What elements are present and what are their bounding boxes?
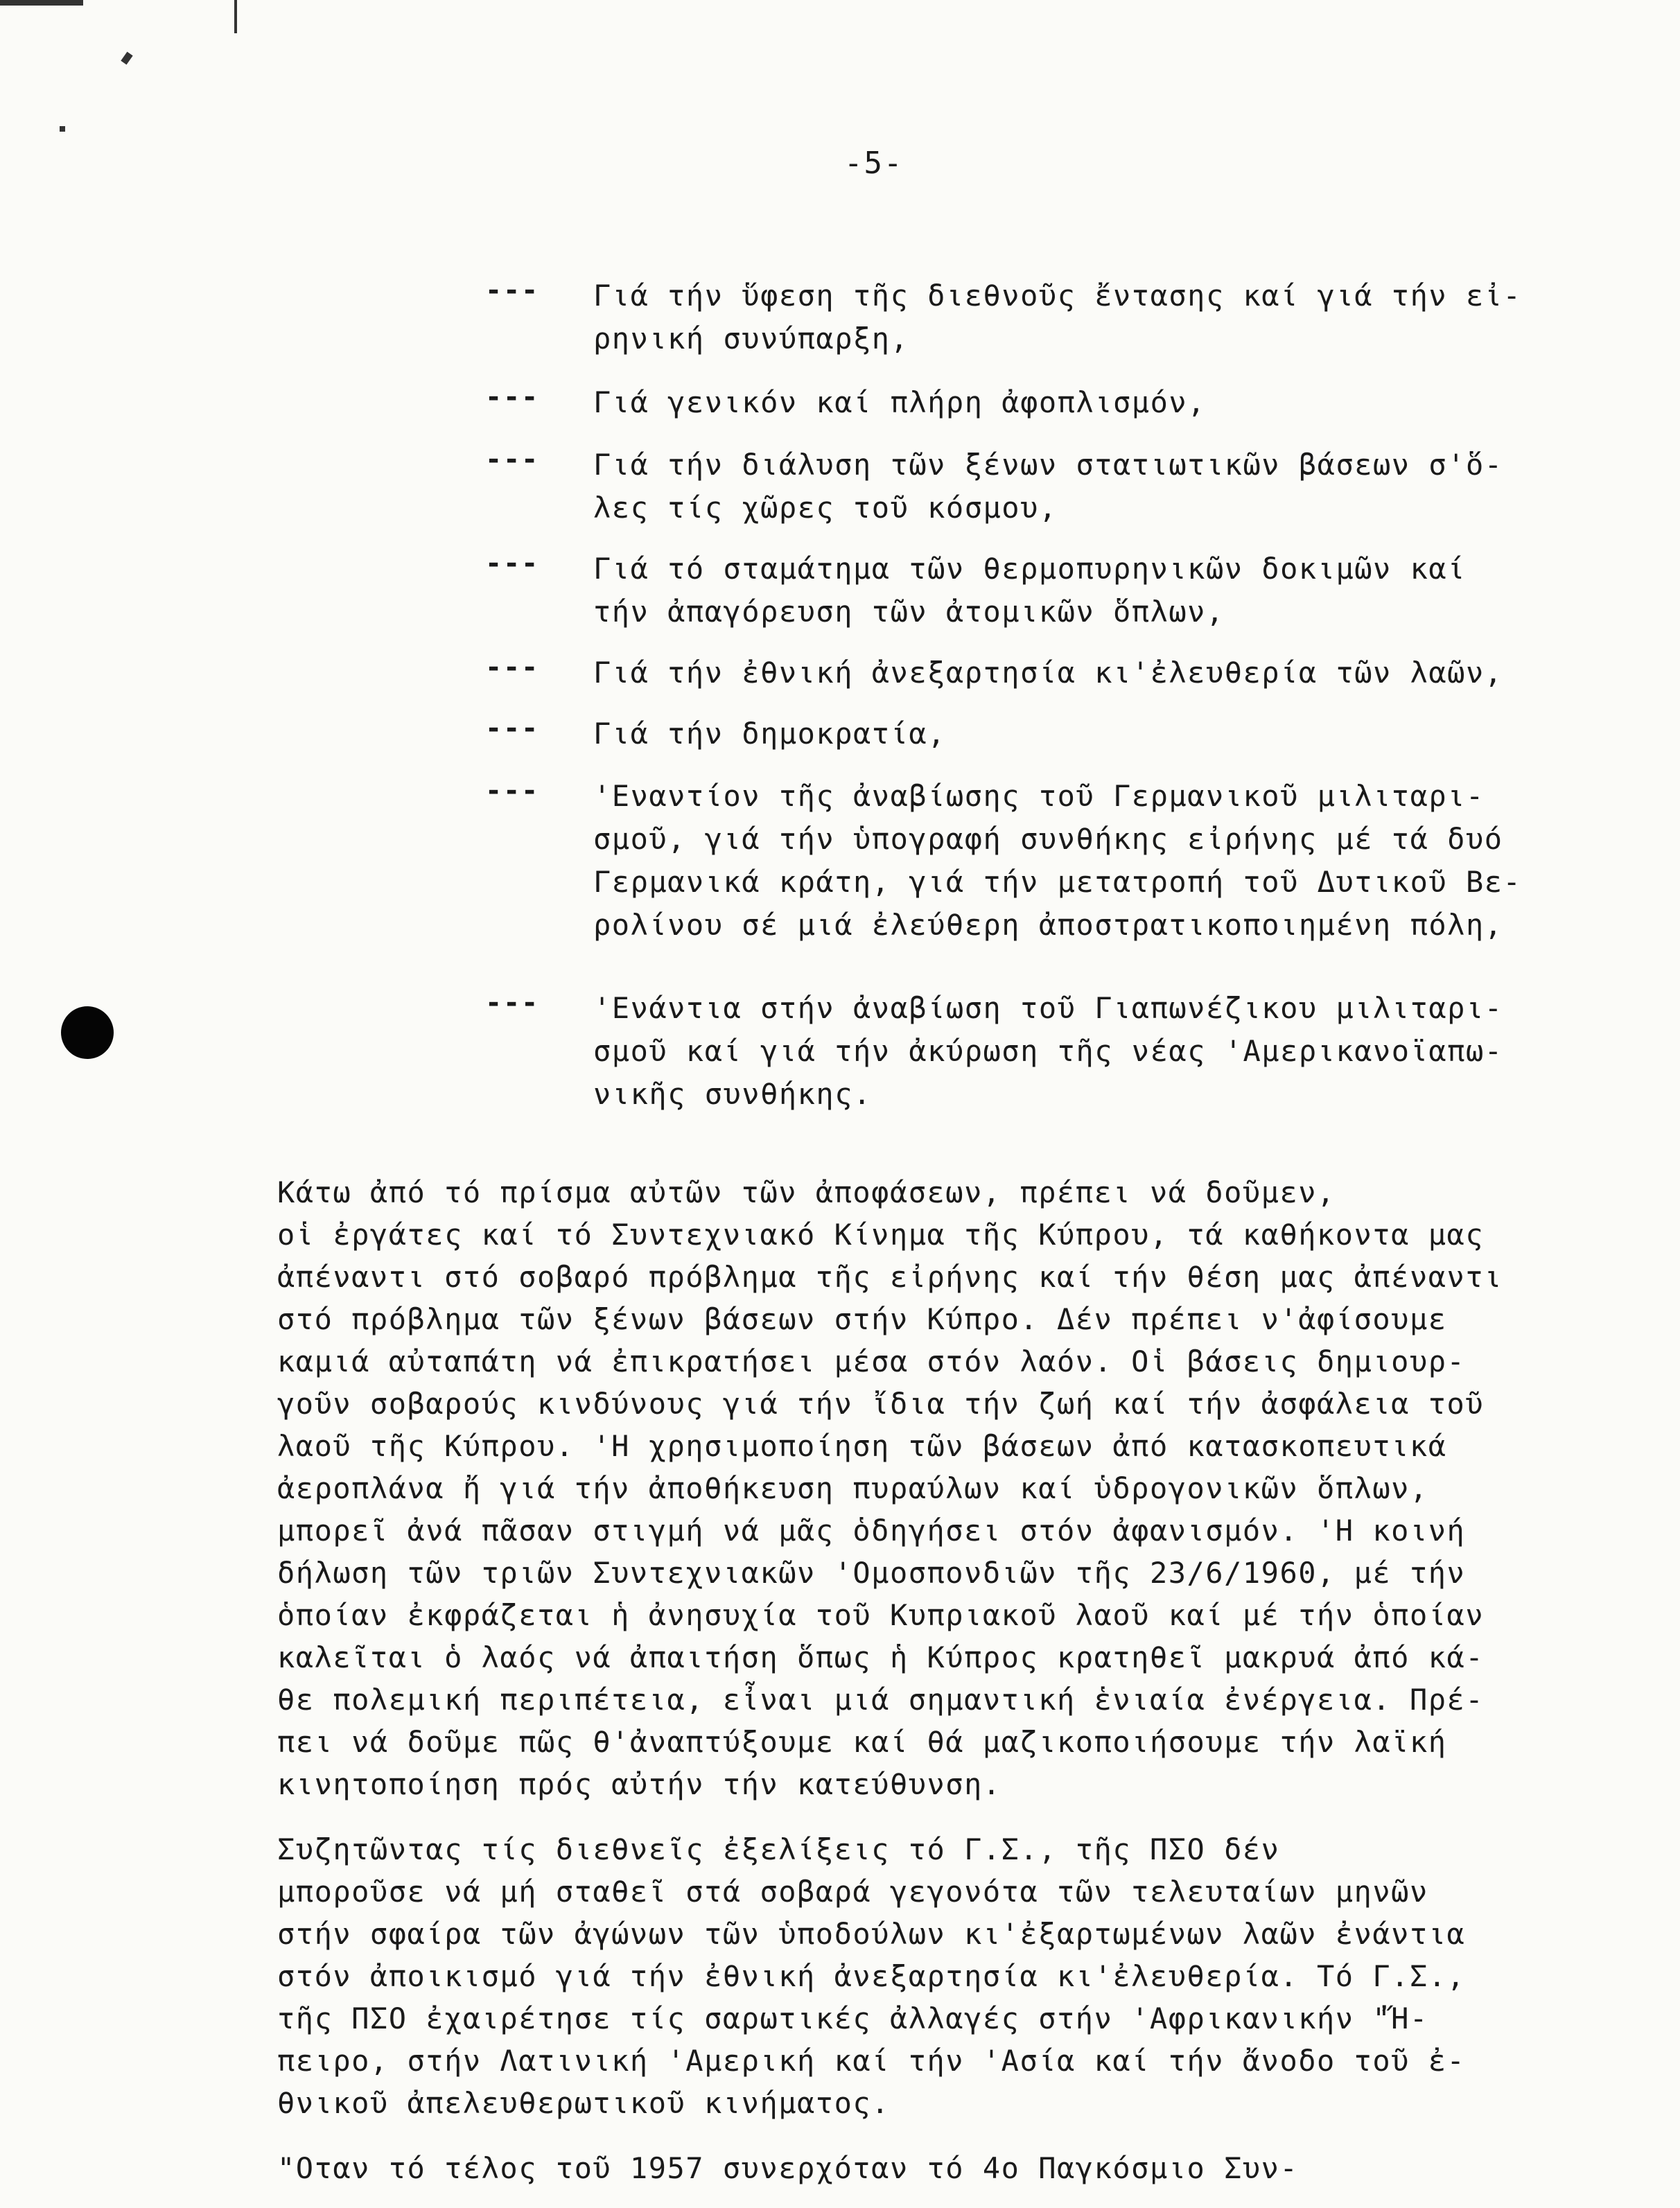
scan-mark-left-1 <box>121 52 132 65</box>
dash-marker: --- <box>485 775 540 807</box>
body-paragraph: "Οταν τό τέλος τοῦ 1957 συνερχόταν τό 4ο Παγκόσμιο Συν- <box>277 2151 1299 2185</box>
page-number: -5- <box>844 146 904 181</box>
punch-hole <box>61 1006 114 1059</box>
body-paragraph: Συζητῶντας τίς διεθνεῖς ἐξελίξεις τό Γ.Σ., τῆς ΠΣΟ δέν μποροῦσε νά μή σταθεῖ στά σοβαρά γεγονότα τῶν τελευταίων μηνῶν στήν σφαίρα τῶν ἀγώνων τῶν ὑποδούλων κι'ἐξαρτωμένων λαῶν ἐνάντια στόν ἀποικισμό γιά τήν ἐθνική ἀνεξαρτησία κι'ἐλευθερία. Τό Γ.Σ., τῆς ΠΣΟ ἐχαιρέτησε τίς σαρωτικές ἀλλαγές στήν 'Αφρικανικήν "Ἤ- πειρο, στήν Λατινική 'Αμερική καί τήν 'Ασία καί τήν ἄνοδο τοῦ ἐ- θνικοῦ ἀπελευθερωτικοῦ κινήματος. <box>277 1832 1466 2120</box>
dash-marker: --- <box>485 987 540 1019</box>
body-paragraph: Κάτω ἀπό τό πρίσμα αὐτῶν τῶν ἀποφάσεων, πρέπει νά δοῦμεν, οἱ ἐργάτες καί τό Συντεχνιακό Κίνημα τῆς Κύπρου, τά καθήκοντα μας ἀπέναντι στό σοβαρό πρόβλημα τῆς εἰρήνης καί τήν θέση μας ἀπέναντι στό πρόβλημα τῶν ξένων βάσεων στήν Κύπρο. Δέν πρέπει ν'ἀφίσουμε καμιά αὐταπάτη νά ἐπικρατήσει μέσα στόν λαόν. Οἱ βάσεις δημιουρ- γοῦν σοβαρούς κινδύνους γιά τήν ἴδια τήν ζωή καί τήν ἀσφάλεια τοῦ λαοῦ τῆς Κύπρου. 'Η χρησιμοποίηση τῶν βάσεων ἀπό κατασκοπευτικά ἀεροπλάνα ἤ γιά τήν ἀποθήκευση πυραύλων καί ὑδρογονικῶν ὅπλων, μπορεῖ ἀνά πᾶσαν στιγμή νά μᾶς ὁδηγήσει στόν ἀφανισμόν. 'Η κοινή δήλωση τῶν τριῶν Συντεχνιακῶν 'Ομοσπονδιῶν τῆς 23/6/1960, μέ τήν ὁποίαν ἐκφράζεται ἡ ἀνησυχία τοῦ Κυπριακοῦ λαοῦ καί μέ τήν ὁποίαν καλεῖται ὁ λαός νά ἀπαιτήση ὅπως ἡ Κύπρος κρατηθεῖ μακρυά ἀπό κά- θε πολεμική περιπέτεια, εἶναι μιά σημαντική ἑνιαία ἐνέργεια. Πρέ- πει νά δοῦμε πῶς θ'ἀναπτύξουμε καί θά μαζικοποιήσουμε τήν λαϊκή κινητοποίηση πρός αὐτήν τήν κατεύθυνση. <box>277 1175 1503 1801</box>
scan-mark-top <box>234 0 237 33</box>
dash-marker: --- <box>485 381 540 413</box>
list-item-text: Γιά τήν διάλυση τῶν ξένων στατιωτικῶν βάσεων σ'ὅ- λες τίς χῶρες τοῦ κόσμου, <box>593 448 1503 525</box>
list-item-text: Γιά τήν ἐθνική ἀνεξαρτησία κι'ἐλευθερία τῶν λαῶν, <box>593 656 1503 690</box>
list-item-text: 'Εναντίον τῆς ἀναβίωσης τοῦ Γερμανικοῦ μιλιταρι- σμοῦ, γιά τήν ὑπογραφή συνθήκης εἰρήνης μέ τά δυό Γερμανικά κράτη, γιά τήν μετατροπή τοῦ Δυτικοῦ Βε- ρολίνου σέ μιά ἐλεύθερη ἀποστρατικοποιημένη πόλη, <box>593 779 1522 942</box>
dash-marker: --- <box>485 274 540 306</box>
scan-mark-left-2 <box>60 126 65 132</box>
dash-marker: --- <box>485 712 540 744</box>
dash-marker: --- <box>485 444 540 475</box>
scan-mark-top-left <box>0 0 83 6</box>
list-item-text: Γιά τήν δημοκρατία, <box>593 717 946 751</box>
list-item-text: Γιά γενικόν καί πλήρη ἀφοπλισμόν, <box>593 385 1206 419</box>
list-item-text: Γιά τό σταμάτημα τῶν θερμοπυρηνικῶν δοκιμῶν καί τήν ἀπαγόρευση τῶν ἀτομικῶν ὅπλων, <box>593 552 1466 629</box>
dash-marker: --- <box>485 651 540 683</box>
list-item-text: Γιά τήν ὕφεση τῆς διεθνοῦς ἔντασης καί γιά τήν εἰ- ρηνική συνύπαρξη, <box>593 279 1522 356</box>
list-item-text: 'Ενάντια στήν ἀναβίωση τοῦ Γιαπωνέζικου μιλιταρι- σμοῦ καί γιά τήν ἀκύρωση τῆς νέας 'Αμερικανοϊαπω- νικῆς συνθήκης. <box>593 991 1503 1111</box>
dash-marker: --- <box>485 547 540 579</box>
